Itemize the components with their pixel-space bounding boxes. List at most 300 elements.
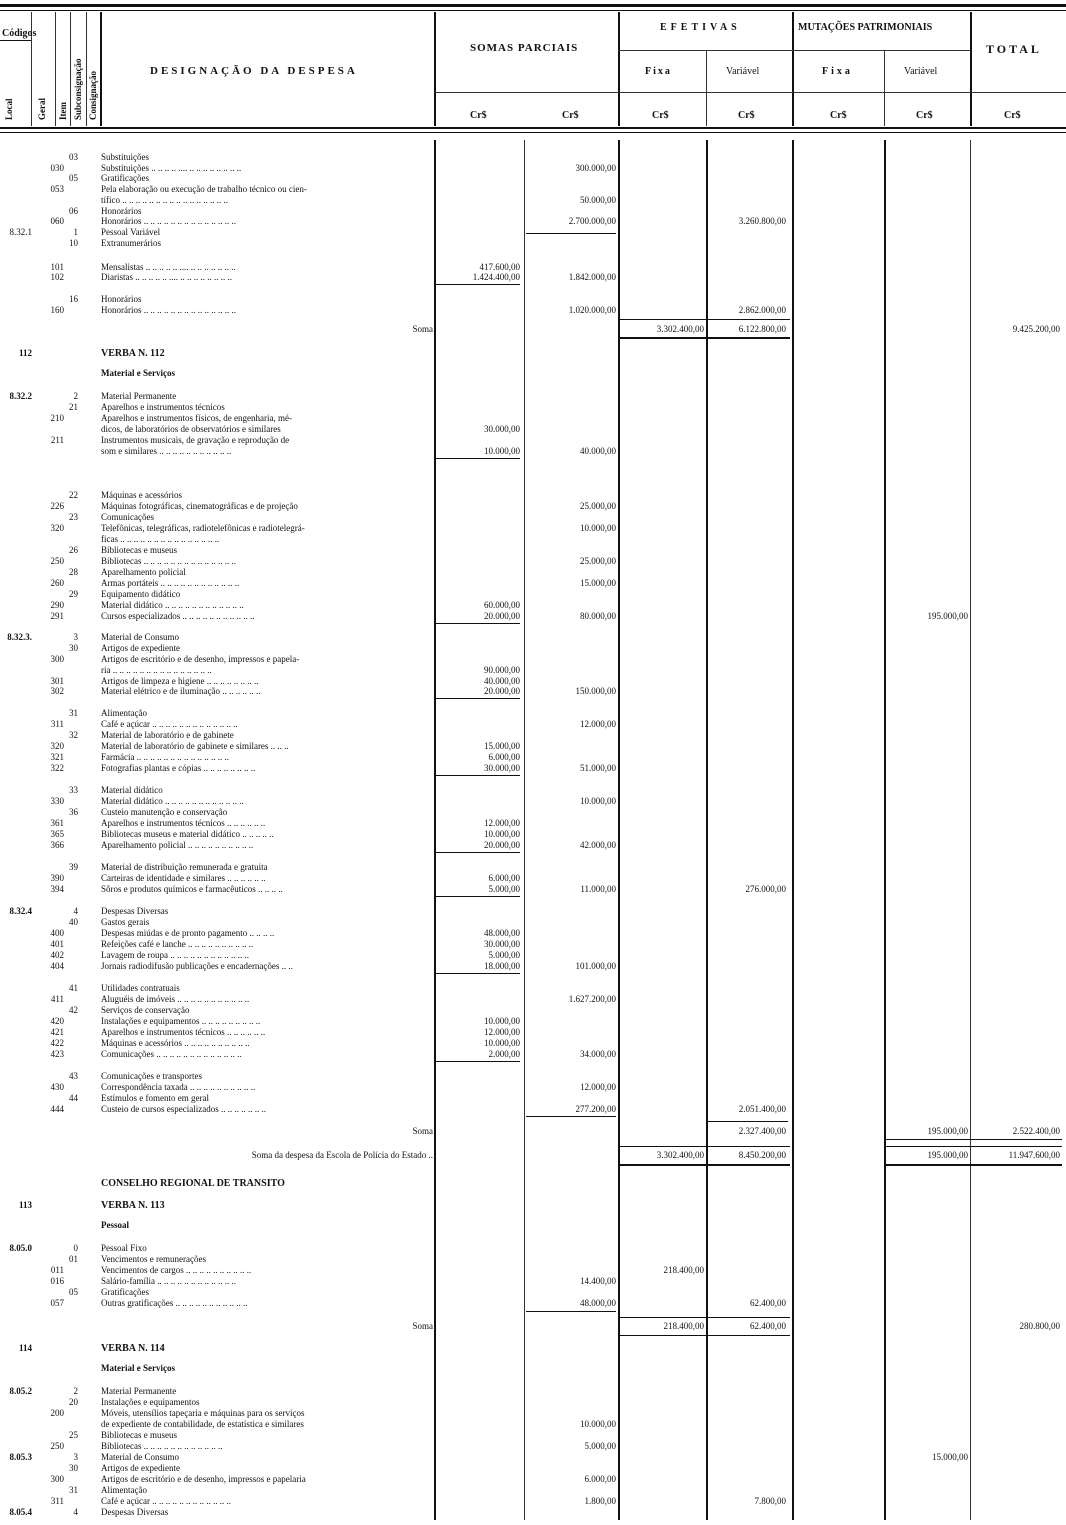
ledger-row	[0, 1038, 1066, 1049]
ledger-row	[0, 578, 1066, 589]
description: Equipamento didático	[101, 589, 181, 599]
somas-parciais-1: 30.000,00	[484, 763, 520, 773]
code-geral: 404	[50, 961, 64, 971]
description: Farmácia .. .. .. .. .. .. .. .. .. .. .. .. .. ..	[101, 752, 229, 762]
description: Material didático	[101, 785, 163, 795]
code-geral: 411	[50, 994, 64, 1004]
description: Honorários	[101, 294, 142, 304]
description: Material elétrico e de iluminação .. .. .. .. .. ..	[101, 686, 261, 696]
total: 11.947.600,00	[1008, 1150, 1060, 1160]
currency-mutacoes-fixa: Cr$	[830, 110, 847, 121]
ledger-row	[0, 1027, 1066, 1038]
description: ficas .. .. .. .. .. .. .. .. .. .. .. .. .. .. ..	[101, 534, 220, 544]
description: Material didático .. .. .. .. .. .. .. .. .. .. .. ..	[101, 796, 244, 806]
code-item: 31	[69, 708, 78, 718]
code-item: 39	[69, 862, 78, 872]
ledger-row	[0, 611, 1066, 622]
currency-mutacoes-variavel: Cr$	[916, 110, 933, 121]
description: Substituições	[101, 152, 150, 162]
ledger-row	[0, 665, 1066, 676]
description: Artigos de escritório e de desenho, impressos e papelaria	[101, 1474, 306, 1484]
description: Refeições café e lanche .. .. .. .. .. .. .. .. .. ..	[101, 939, 254, 949]
ledger-row	[0, 545, 1066, 556]
ledger-row	[0, 1441, 1066, 1452]
code-geral: 102	[50, 272, 64, 282]
description: Pela elaboração ou execução de trabalho técnico ou cien-	[101, 184, 307, 194]
code-item: 3	[73, 632, 78, 642]
code-item: 29	[69, 589, 78, 599]
total: 9.425.200,00	[1012, 324, 1060, 334]
ledger-row	[0, 1150, 1066, 1161]
code-geral: 311	[50, 719, 64, 729]
ledger-row	[0, 348, 1066, 359]
ledger-row	[0, 152, 1066, 163]
description: Bibliotecas museus e material didático .. .. .. .. ..	[101, 829, 274, 839]
ledger-row	[0, 983, 1066, 994]
description: Correspondência taxada .. .. .. .. .. .. .. .. .. ..	[101, 1082, 256, 1092]
code-geral: 322	[50, 763, 64, 773]
ledger-row	[0, 1178, 1066, 1189]
code-item: 0	[73, 1243, 78, 1253]
somas-parciais-1: 5.000,00	[488, 884, 520, 894]
ledger-row	[0, 184, 1066, 195]
description: Aparelhos e instrumentos técnicos .. .. .. .. .. ..	[101, 818, 266, 828]
header-somas-parciais: SOMAS PARCIAIS	[470, 42, 579, 54]
code-item: 10	[69, 238, 78, 248]
ledger-row	[0, 216, 1066, 227]
description: Diaristas .. .. .. .. .. .... .. .. .. .. .. .. .. ..	[101, 272, 232, 282]
description: Café e açúcar .. .. .. .. .. .. .. .. .. .. .. .. ..	[101, 719, 238, 729]
somas-parciais-2: 2.700.000,00	[568, 216, 616, 226]
description: Máquinas e acessórios	[101, 490, 182, 500]
ledger-row	[0, 785, 1066, 796]
description: Pessoal	[101, 1220, 129, 1230]
description: Material Permanente	[101, 1386, 177, 1396]
description: Honorários .. .. .. .. .. .. .. .. .. .. .. .. .. ..	[101, 216, 236, 226]
description: Material Permanente	[101, 391, 177, 401]
ledger-row	[0, 1363, 1066, 1374]
ledger-row	[0, 589, 1066, 600]
code-geral: 053	[50, 184, 64, 194]
description: Jornais radiodifusão publicações e encadernações .. ..	[101, 961, 293, 971]
code-geral: 365	[50, 829, 64, 839]
ledger-row	[0, 1463, 1066, 1474]
code-item: 20	[69, 1397, 78, 1407]
code-geral: 011	[50, 1265, 64, 1275]
description: Gastos gerais	[101, 917, 150, 927]
somas-parciais-2: 15.000,00	[580, 578, 616, 588]
code-geral: 311	[50, 1496, 64, 1506]
description: Outras gratificações .. .. .. .. .. .. .. .. .. .. ..	[101, 1298, 248, 1308]
description: Instrumentos musicais, de gravação e reprodução de	[101, 435, 290, 445]
somas-parciais-1: 10.000,00	[484, 829, 520, 839]
code-geral: 060	[50, 216, 64, 226]
description: Honorários .. .. .. .. .. .. .. .. .. .. .. .. .. ..	[101, 305, 236, 315]
ledger-row	[0, 1298, 1066, 1309]
code-item: 32	[69, 730, 78, 740]
somas-parciais-2: 150.000,00	[575, 686, 616, 696]
code-item: 06	[69, 206, 78, 216]
description: Salário-família .. .. .. .. .. .. .. .. .. .. .. ..	[101, 1276, 236, 1286]
somas-parciais-1: 1.424.400,00	[472, 272, 520, 282]
description: tífico .. .. .. .. .. .. .. .. .. .. .. .. .. .. .. ..	[101, 195, 228, 205]
code-geral: 291	[50, 611, 64, 621]
somas-parciais-2: 1.020.000,00	[568, 305, 616, 315]
somas-parciais-2: 12.000,00	[580, 719, 616, 729]
somas-parciais-1: 48.000,00	[484, 928, 520, 938]
efetiva-fixa: 3.302.400,00	[656, 324, 704, 334]
somas-parciais-2: 10.000,00	[580, 523, 616, 533]
code-item: 30	[69, 643, 78, 653]
ledger-row	[0, 632, 1066, 643]
description: Gratificações	[101, 173, 149, 183]
ledger-row	[0, 1397, 1066, 1408]
code-item: 44	[69, 1093, 78, 1103]
ledger-row	[0, 1496, 1066, 1507]
description: Artigos de limpeza e higiene .. .. .. .. .. .. .. ..	[101, 676, 259, 686]
somas-parciais-1: 12.000,00	[484, 818, 520, 828]
description: Vencimentos de cargos .. .. .. .. .. .. .. .. .. ..	[101, 1265, 252, 1275]
code-item: 1	[73, 227, 78, 237]
ledger-row	[0, 873, 1066, 884]
description: Serviços de conservação	[101, 1005, 190, 1015]
efetiva-variavel: 2.862.000,00	[738, 305, 786, 315]
code-geral: 260	[50, 578, 64, 588]
description: Alimentação	[101, 708, 147, 718]
efetiva-variavel: 62.400,00	[750, 1321, 786, 1331]
efetiva-fixa: 3.302.400,00	[656, 1150, 704, 1160]
description: Bibliotecas .. .. .. .. .. .. .. .. .. .. .. .. .. ..	[101, 556, 236, 566]
ledger-row	[0, 939, 1066, 950]
ledger-row	[0, 643, 1066, 654]
somas-parciais-1: 10.000,00	[484, 1038, 520, 1048]
efetiva-variavel: 276.000,00	[745, 884, 786, 894]
header-fixa-mutacoes: Fixa	[822, 66, 853, 77]
header-fixa-efetivas: Fixa	[645, 66, 672, 77]
description: Aparelhos e instrumentos técnicos	[101, 402, 225, 412]
header-geral: Geral	[37, 98, 47, 120]
mutacao-variavel: 195.000,00	[927, 1126, 968, 1136]
description: Aparelhamento policial .. .. .. .. .. .. .. .. .. ..	[101, 840, 254, 850]
description: Material de Consumo	[101, 1452, 179, 1462]
code-local: 8.05.4	[9, 1507, 32, 1517]
description: Máquinas fotográficas, cinematográficas e de projeção	[101, 501, 298, 511]
code-item: 25	[69, 1430, 78, 1440]
description: Pessoal Fixo	[101, 1243, 147, 1253]
somas-parciais-2: 10.000,00	[580, 1419, 616, 1429]
somas-parciais-2: 6.000,00	[584, 1474, 616, 1484]
code-geral: 160	[50, 305, 64, 315]
description: Comunicações	[101, 512, 154, 522]
ledger-row	[0, 294, 1066, 305]
description: Cursos especializados .. .. .. .. .. .. .. .. .. .. ..	[101, 611, 255, 621]
header-item: Item	[58, 102, 68, 120]
ledger-row	[0, 1287, 1066, 1298]
code-geral: 211	[50, 435, 64, 445]
code-item: 22	[69, 490, 78, 500]
code-geral: 394	[50, 884, 64, 894]
ledger-row	[0, 324, 1066, 335]
code-geral: 330	[50, 796, 64, 806]
code-geral: 250	[50, 1441, 64, 1451]
ledger-row	[0, 994, 1066, 1005]
description: Café e açúcar .. .. .. .. .. .. .. .. .. .. .. ..	[101, 1496, 231, 1506]
code-geral: 290	[50, 600, 64, 610]
description: Soma	[412, 1321, 433, 1331]
code-geral: 422	[50, 1038, 64, 1048]
code-geral: 401	[50, 939, 64, 949]
ledger-row	[0, 1049, 1066, 1060]
somas-parciais-1: 6.000,00	[488, 873, 520, 883]
description: Vencimentos e remunerações	[101, 1254, 206, 1264]
ledger-row	[0, 227, 1066, 238]
description: Armas portáteis .. .. .. .. .. .. .. .. .. .. .. ..	[101, 578, 240, 588]
code-item: 40	[69, 917, 78, 927]
ledger-row	[0, 1485, 1066, 1496]
ledger-row	[0, 1265, 1066, 1276]
currency-somas-2: Cr$	[562, 110, 579, 121]
description: Pessoal Variável	[101, 227, 161, 237]
efetiva-variavel: 8.450.200,00	[738, 1150, 786, 1160]
code-item: 2	[73, 391, 78, 401]
description: Despesas Diversas	[101, 1507, 169, 1517]
header-variavel-mutacoes: Variável	[904, 66, 938, 77]
ledger-row	[0, 796, 1066, 807]
ledger-row	[0, 1321, 1066, 1332]
code-item: 05	[69, 173, 78, 183]
ledger-row	[0, 906, 1066, 917]
ledger-row	[0, 884, 1066, 895]
ledger-row	[0, 1082, 1066, 1093]
code-geral: 402	[50, 950, 64, 960]
somas-parciais-1: 5.000,00	[488, 950, 520, 960]
somas-parciais-2: 10.000,00	[580, 796, 616, 806]
ledger-row	[0, 730, 1066, 741]
ledger-row	[0, 719, 1066, 730]
ledger-row	[0, 305, 1066, 316]
somas-parciais-2: 25.000,00	[580, 501, 616, 511]
somas-parciais-2: 25.000,00	[580, 556, 616, 566]
ledger-row	[0, 1104, 1066, 1115]
ledger-row	[0, 523, 1066, 534]
somas-parciais-2: 11.000,00	[580, 884, 616, 894]
efetiva-variavel: 62.400,00	[750, 1298, 786, 1308]
somas-parciais-1: 417.600,00	[479, 262, 520, 272]
code-local: 112	[18, 348, 32, 358]
ledger-row	[0, 501, 1066, 512]
description: Material de distribuição remunerada e gratuita	[101, 862, 268, 872]
code-geral: 420	[50, 1016, 64, 1026]
description: dicos, de laboratórios de observatórios e similares	[101, 424, 281, 434]
ledger-row	[0, 686, 1066, 697]
code-item: 30	[69, 1463, 78, 1473]
description: Soma	[412, 324, 433, 334]
ledger-row	[0, 1276, 1066, 1287]
ledger-row	[0, 556, 1066, 567]
description: CONSELHO REGIONAL DE TRANSITO	[101, 1178, 285, 1189]
code-item: 21	[69, 402, 78, 412]
somas-parciais-1: 40.000,00	[484, 676, 520, 686]
ledger-row	[0, 402, 1066, 413]
code-geral: 250	[50, 556, 64, 566]
description: VERBA N. 114	[101, 1343, 165, 1354]
description: ria .. .. .. .. .. .. .. .. .. .. .. .. .. .. ..	[101, 665, 212, 675]
description: Artigos de expediente	[101, 643, 180, 653]
description: Material de laboratório de gabinete e similares .. .. ..	[101, 741, 289, 751]
somas-parciais-1: 2.000,00	[488, 1049, 520, 1059]
ledger-row	[0, 512, 1066, 523]
code-item: 4	[73, 906, 78, 916]
description: Substituições .. .. .. .. .... .. .. .. .. .. .. .. ..	[101, 163, 242, 173]
description: Despesas Diversas	[101, 906, 169, 916]
ledger-row	[0, 1220, 1066, 1231]
description: Máquinas e acessórios .. .. .. .. .. .. .. .. .. ..	[101, 1038, 250, 1048]
code-geral: 300	[50, 654, 64, 664]
header-local: Local	[4, 98, 14, 120]
description: Bibliotecas e museus	[101, 545, 177, 555]
ledger-row	[0, 1005, 1066, 1016]
code-item: 31	[69, 1485, 78, 1495]
code-geral: 430	[50, 1082, 64, 1092]
header-total: TOTAL	[986, 42, 1042, 56]
description: Móveis, utensílios tapeçaria e máquinas para os serviços	[101, 1408, 305, 1418]
somas-parciais-2: 50.000,00	[580, 195, 616, 205]
efetiva-variavel: 3.260.800,00	[738, 216, 786, 226]
ledger-row	[0, 1243, 1066, 1254]
code-local: 8.05.0	[9, 1243, 32, 1253]
code-item: 36	[69, 807, 78, 817]
description: Aparelhos e instrumentos físicos, de engenharia, mé-	[101, 413, 292, 423]
somas-parciais-1: 20.000,00	[484, 840, 520, 850]
ledger-row	[0, 752, 1066, 763]
description: Telefônicas, telegráficas, radiotelefônicas e radiotelegrá-	[101, 523, 305, 533]
code-geral: 226	[50, 501, 64, 511]
somas-parciais-2: 12.000,00	[580, 1082, 616, 1092]
header-variavel-efetivas: Variável	[726, 66, 760, 77]
mutacao-variavel: 15.000,00	[932, 1452, 968, 1462]
somas-parciais-1: 60.000,00	[484, 600, 520, 610]
somas-parciais-1: 10.000,00	[484, 446, 520, 456]
code-item: 42	[69, 1005, 78, 1015]
code-geral: 057	[50, 1298, 64, 1308]
description: Aparelhos e instrumentos técnicos .. .. .. .. .. ..	[101, 1027, 266, 1037]
description: Artigos de escritório e de desenho, impressos e papela-	[101, 654, 300, 664]
description: VERBA N. 113	[101, 1200, 165, 1211]
code-item: 23	[69, 512, 78, 522]
ledger-row	[0, 950, 1066, 961]
ledger-row	[0, 961, 1066, 972]
ledger-row	[0, 195, 1066, 206]
somas-parciais-2: 277.200,00	[575, 1104, 616, 1114]
ledger-row	[0, 1093, 1066, 1104]
code-item: 03	[69, 152, 78, 162]
ledger-row	[0, 829, 1066, 840]
header-subconsignacao: Subconsignação	[73, 58, 83, 120]
description: som e similares .. .. .. .. .. .. .. .. .. .. ..	[101, 446, 232, 456]
ledger-row	[0, 1474, 1066, 1485]
code-geral: 016	[50, 1276, 64, 1286]
currency-efetivas-fixa: Cr$	[652, 110, 669, 121]
description: Lavagem de roupa .. .. .. .. .. .. .. .. .. .. .. ..	[101, 950, 249, 960]
description: Artigos de expediente	[101, 1463, 180, 1473]
somas-parciais-2: 1.842.000,00	[568, 272, 616, 282]
code-geral: 302	[50, 686, 64, 696]
code-geral: 400	[50, 928, 64, 938]
description: Custeio de cursos especializados .. .. .. .. .. .. ..	[101, 1104, 266, 1114]
code-item: 28	[69, 567, 78, 577]
ledger-row	[0, 446, 1066, 457]
code-geral: 423	[50, 1049, 64, 1059]
somas-parciais-2: 300.000,00	[575, 163, 616, 173]
code-geral: 301	[50, 676, 64, 686]
code-local: 114	[18, 1343, 32, 1353]
code-item: 43	[69, 1071, 78, 1081]
somas-parciais-1: 12.000,00	[484, 1027, 520, 1037]
description: Material de Consumo	[101, 632, 179, 642]
description: Estímulos e fomento em geral	[101, 1093, 209, 1103]
mutacao-variavel: 195.000,00	[927, 611, 968, 621]
code-geral: 390	[50, 873, 64, 883]
somas-parciais-2: 1.627.200,00	[568, 994, 616, 1004]
description: Bibliotecas .. .. .. .. .. .. .. .. .. .. .. ..	[101, 1441, 223, 1451]
somas-parciais-1: 90.000,00	[484, 665, 520, 675]
code-geral: 320	[50, 741, 64, 751]
ledger-row	[0, 435, 1066, 446]
code-geral: 210	[50, 413, 64, 423]
ledger-row	[0, 1452, 1066, 1463]
ledger-row	[0, 1507, 1066, 1518]
code-geral: 030	[50, 163, 64, 173]
efetiva-variavel: 2.051.400,00	[738, 1104, 786, 1114]
code-item: 41	[69, 983, 78, 993]
ledger-row	[0, 917, 1066, 928]
somas-parciais-2: 5.000,00	[584, 1441, 616, 1451]
code-geral: 444	[50, 1104, 64, 1114]
somas-parciais-1: 30.000,00	[484, 939, 520, 949]
ledger-row	[0, 708, 1066, 719]
somas-parciais-1: 10.000,00	[484, 1016, 520, 1026]
ledger-row	[0, 1071, 1066, 1082]
code-item: 4	[73, 1507, 78, 1517]
ledger-row	[0, 368, 1066, 379]
ledger-row	[0, 424, 1066, 435]
header-designacao: DESIGNAÇÃO DA DESPESA	[150, 65, 358, 77]
somas-parciais-1: 20.000,00	[484, 686, 520, 696]
code-item: 2	[73, 1386, 78, 1396]
somas-parciais-1: 6.000,00	[488, 752, 520, 762]
code-geral: 200	[50, 1408, 64, 1418]
description: Despesas miúdas e de pronto pagamento .. .. .. ..	[101, 928, 275, 938]
somas-parciais-2: 51.000,00	[580, 763, 616, 773]
code-local: 113	[18, 1200, 32, 1210]
code-item: 05	[69, 1287, 78, 1297]
ledger-row	[0, 600, 1066, 611]
header-consignacao: Consignação	[88, 70, 98, 120]
efetiva-variavel: 6.122.800,00	[738, 324, 786, 334]
description: Extranumerários	[101, 238, 161, 248]
description: Fotografias plantas e cópias .. .. .. .. .. .. .. ..	[101, 763, 256, 773]
header-codigos: Códigos	[2, 28, 37, 39]
description: Carteiras de identidade e similares .. .. .. .. .. ..	[101, 873, 266, 883]
code-item: 3	[73, 1452, 78, 1462]
ledger-row	[0, 391, 1066, 402]
somas-parciais-2: 14.400,00	[580, 1276, 616, 1286]
ledger-row	[0, 1200, 1066, 1211]
description: Sôros e produtos químicos e farmacêuticos .. .. .. ..	[101, 884, 283, 894]
mutacao-variavel: 195.000,00	[927, 1150, 968, 1160]
code-local: 8.32.2	[9, 391, 32, 401]
efetiva-fixa: 218.400,00	[663, 1321, 704, 1331]
